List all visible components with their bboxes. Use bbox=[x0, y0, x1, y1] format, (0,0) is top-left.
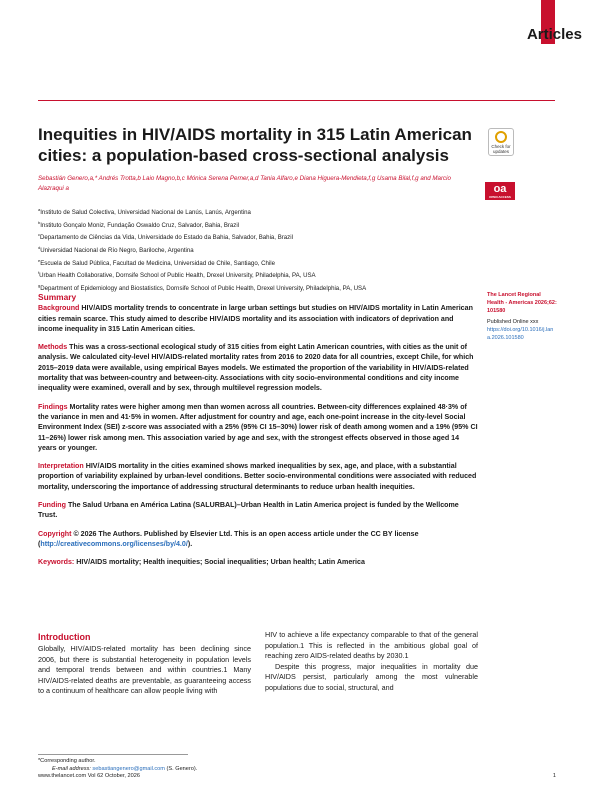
email-note: E-mail address: sebastiangenero@gmail.com (S. Genero). bbox=[52, 766, 198, 772]
license-link[interactable]: http://creativecommons.org/licenses/by/4.0/ bbox=[40, 539, 188, 548]
affiliation: $^d$Universidad Nacional de Río Negro, Bariloche, Argentina bbox=[38, 244, 194, 254]
summary-heading: Summary bbox=[38, 292, 77, 302]
header-rule bbox=[38, 100, 555, 101]
affiliation: $^a$Instituto de Salud Colectiva, Universidad Nacional de Lanús, Lanús, Argentina bbox=[38, 207, 251, 217]
citation-sidebar bbox=[487, 291, 557, 342]
methods-paragraph: Methods This was a cross-sectional ecological study of 315 cities from eight Latin American countries, with cities as the unit of analysis. We calculated city-level HIV/AIDS-related mortality rates from 2016 to 2020 data for all countries, except Chile, for which 2015–2019 data were available, using empirical Bayes models. We estimated the proportion of the variability in HIV/AIDS-related mortality that was between-country and between-city. Associations with city socio-environmental conditions and city income inequality were examined, overall and by sex, through multilevel regression models. bbox=[38, 343, 474, 393]
doi-link[interactable]: https://doi.org/10.1016/j.lana.2026.101580 bbox=[487, 327, 554, 341]
copyright-paragraph: Copyright © 2026 The Authors. Published by Elsevier Ltd. This is an open access article under the CC BY license (http://creativecommons.org/licenses/by/4.0/). bbox=[38, 529, 419, 548]
page-number: 1 bbox=[552, 773, 556, 779]
badge-line2: updates bbox=[492, 149, 509, 154]
affiliations bbox=[38, 205, 488, 293]
email-link[interactable]: sebastiangenero@gmail.com bbox=[92, 766, 165, 772]
article-title: Inequities in HIV/AIDS mortality in 315 Latin American cities: a population-based cross-sectional analysis bbox=[38, 125, 472, 165]
oa-label: OPEN ACCESS bbox=[489, 195, 511, 199]
corresponding-note: *Corresponding author. bbox=[38, 758, 96, 764]
intro-paragraph: Despite this progress, major inequalities in mortality due HIV/AIDS persist, particularly among the most vulnerable populations due to social, structural, and bbox=[265, 661, 478, 692]
summary-section bbox=[38, 292, 478, 576]
footnotes bbox=[38, 757, 197, 773]
badge-line1: Check for bbox=[491, 144, 511, 149]
intro-paragraph: HIV to achieve a life expectancy comparable to that of the general population.1 This is reflected in the ambitious global goal of reaching zero AIDS-related deaths by 2030.1 bbox=[265, 630, 478, 660]
journal-citation: The Lancet Regional Health - Americas 2026;62: 101580 bbox=[487, 292, 557, 314]
section-label: Articles bbox=[526, 26, 582, 43]
funding-paragraph: Funding The Salud Urbana en América Latina (SALURBAL)–Urban Health in Latin America project is funded by the Wellcome Trust. bbox=[38, 501, 459, 520]
findings-paragraph: Findings Mortality rates were higher among men than women across all countries. Between-city differences explained 48·3% of the variance in men and 41·5% in women. After adjustment for country and age, each one-point increase in the city-level Social Environment Index (SEI) z-score was associated with a 25% (95% CI 15–30%) lower risk of death among women and a 19% (95% CI 11–26%) lower risk among men. This association varied by age and sex, with the strongest effects observed in those aged 14 years or younger. bbox=[38, 402, 478, 452]
footnote-rule bbox=[38, 754, 188, 755]
author-list: Sebastián Genero,a,* Andrés Trotta,b Laio Magno,b,c Mónica Serena Perner,a,d Tania Alfaro,e Diana Higuera-Mendieta,f,g Usama Bilal,f,g and Marcio Alazraqui a bbox=[38, 175, 451, 192]
affiliation: $^g$Department of Epidemiology and Biostatistics, Dornsife School of Public Health, Drexel University, Philadelphia, PA, USA bbox=[38, 282, 367, 292]
affiliation: $^c$Departamento de Ciências da Vida, Universidade do Estado da Bahia, Salvador, Bahia, Brazil bbox=[38, 232, 293, 242]
intro-column-2 bbox=[265, 630, 478, 693]
intro-column-1: Globally, HIV/AIDS-related mortality has been declining since 2006, but there is substantial heterogeneity in population levels and temporal trends between and within countries.1 Many HIV/AIDS-related deaths are preventable, as guaranteeing access to a continuum of healthcare can allow people living with bbox=[38, 644, 251, 695]
published-online: Published Online xxx bbox=[487, 319, 539, 325]
check-updates-icon bbox=[495, 131, 507, 143]
keywords-paragraph: Keywords: HIV/AIDS mortality; Health inequities; Social inequalities; Urban health; Latin America bbox=[38, 558, 365, 567]
interpretation-paragraph: Interpretation HIV/AIDS mortality in the cities examined shows marked inequalities by sex, age, and place, with a substantial proportion of variability explained by urban-level conditions. Better socio-environmental conditions were associated with reduced mortality, underscoring the importance of addressing structural determinants to reduce urban health inequities. bbox=[38, 462, 477, 491]
affiliation: $^b$Instituto Gonçalo Moniz, Fundação Oswaldo Cruz, Salvador, Bahia, Brazil bbox=[38, 219, 240, 229]
oa-logo: oa bbox=[493, 183, 507, 195]
introduction-heading: Introduction bbox=[38, 632, 91, 642]
affiliation: $^e$Escuela de Salud Pública, Facultad de Medicina, Universidad de Chile, Santiago, Chile bbox=[38, 257, 275, 267]
background-paragraph: Background HIV/AIDS mortality trends to concentrate in large urban settings but studies on HIV/AIDS mortality in Latin American cities remain scarce. This study aimed to describe HIV/AIDS mortality and its association with indicators of deprivation and income inequality in 315 Latin American cities. bbox=[38, 304, 473, 333]
check-for-updates-badge[interactable] bbox=[488, 128, 514, 156]
open-access-badge bbox=[485, 182, 515, 200]
affiliation: $^f$Urban Health Collaborative, Dornsife School of Public Health, Drexel University, Philadelphia, PA, USA bbox=[38, 270, 316, 280]
footer-journal: www.thelancet.com Vol 62 October, 2026 bbox=[38, 773, 140, 779]
